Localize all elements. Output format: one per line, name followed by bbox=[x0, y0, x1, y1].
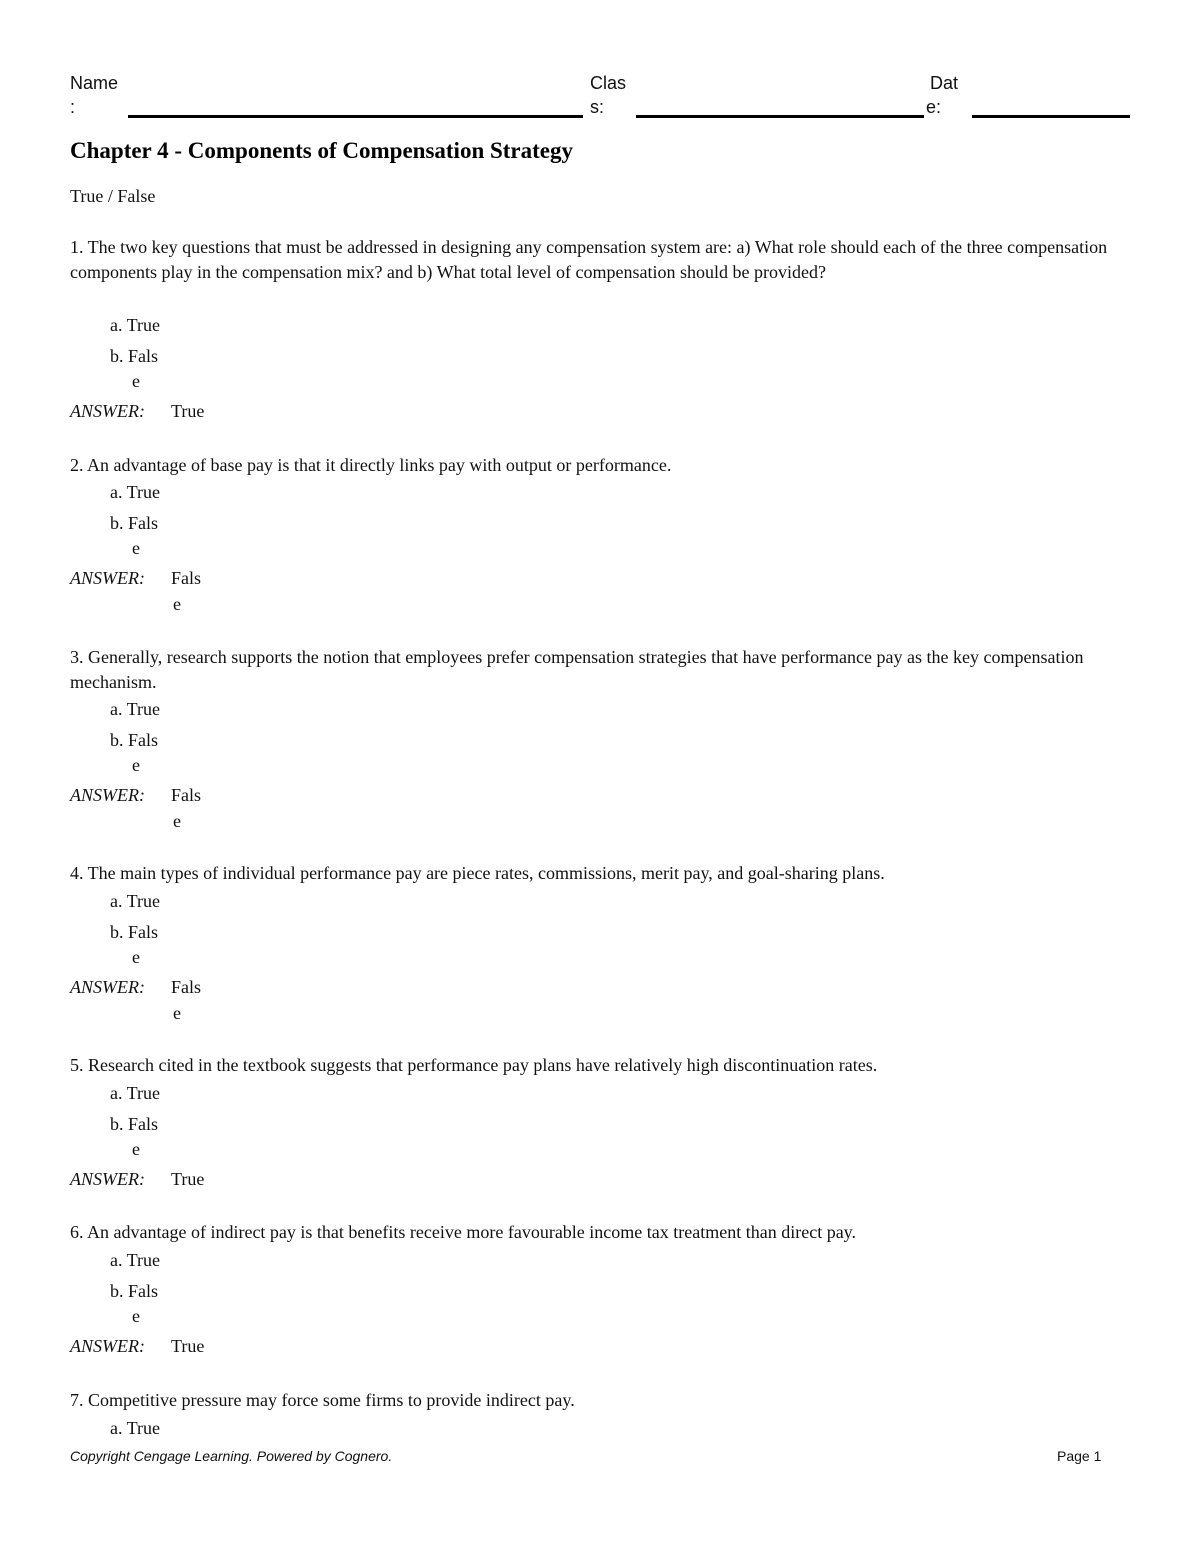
question-3-answer-label: ANSWER: bbox=[70, 785, 145, 805]
section-heading: True / False bbox=[70, 186, 156, 206]
footer-page-number: Page 1 bbox=[1057, 1448, 1102, 1464]
question-4-option-a: a. True bbox=[110, 891, 161, 911]
question-3-option-b: b. Fals bbox=[110, 730, 159, 750]
question-5-answer: True bbox=[171, 1169, 205, 1189]
question-3-option-b-wrap: e bbox=[132, 755, 140, 775]
question-6-text: 6. An advantage of indirect pay is that benefits receive more favourable income tax treatment than direct pay. bbox=[70, 1222, 857, 1242]
name-label: Name bbox=[70, 73, 119, 93]
question-3-answer: Fals bbox=[171, 785, 202, 805]
date-label: Dat bbox=[930, 73, 959, 93]
question-2-option-b-wrap: e bbox=[132, 538, 140, 558]
page-title: Chapter 4 - Components of Compensation Strategy bbox=[70, 138, 574, 163]
question-6-answer: True bbox=[171, 1336, 205, 1356]
question-1-option-a: a. True bbox=[110, 315, 161, 335]
question-2-option-a: a. True bbox=[110, 482, 161, 502]
question-5-option-b: b. Fals bbox=[110, 1114, 159, 1134]
question-6-answer-label: ANSWER: bbox=[70, 1336, 145, 1356]
question-5-option-b-wrap: e bbox=[132, 1139, 140, 1159]
question-1-option-b: b. Fals bbox=[110, 346, 159, 366]
class-field-line[interactable] bbox=[636, 115, 924, 118]
question-3-option-a: a. True bbox=[110, 699, 161, 719]
class-label-suffix: s: bbox=[590, 97, 605, 117]
question-1-answer: True bbox=[171, 401, 205, 421]
question-4-answer: Fals bbox=[171, 977, 202, 997]
question-5-option-a: a. True bbox=[110, 1083, 161, 1103]
question-2-answer: Fals bbox=[171, 568, 202, 588]
question-6-option-a: a. True bbox=[110, 1250, 161, 1270]
name-label-colon: : bbox=[70, 97, 76, 117]
question-1-answer-label: ANSWER: bbox=[70, 401, 145, 421]
question-5-text: 5. Research cited in the textbook suggests that performance pay plans have relatively high discontinuation rates. bbox=[70, 1055, 878, 1075]
question-4-answer-label: ANSWER: bbox=[70, 977, 145, 997]
question-4-text: 4. The main types of individual performance pay are piece rates, commissions, merit pay, and goal-sharing plans. bbox=[70, 863, 885, 883]
date-label-suffix: e: bbox=[926, 97, 942, 117]
question-2-option-b: b. Fals bbox=[110, 513, 159, 533]
question-4-option-b: b. Fals bbox=[110, 922, 159, 942]
question-3-text: 3. Generally, research supports the notion that employees prefer compensation strategies that have performance pay as the key compensation mechanism. bbox=[70, 647, 1084, 692]
question-1-text: 1. The two key questions that must be addressed in designing any compensation system are: a) What role should each of the three compensation components play in the compensation mix? and b) What total level of compensation should be provided? bbox=[70, 237, 1108, 282]
question-6-option-b-wrap: e bbox=[132, 1306, 140, 1326]
question-7-option-a: a. True bbox=[110, 1418, 161, 1438]
name-field-line[interactable] bbox=[128, 115, 583, 118]
class-label: Clas bbox=[590, 73, 627, 93]
question-1-option-b-wrap: e bbox=[132, 371, 140, 391]
question-6-option-b: b. Fals bbox=[110, 1281, 159, 1301]
question-7-text: 7. Competitive pressure may force some firms to provide indirect pay. bbox=[70, 1390, 575, 1410]
question-5-answer-label: ANSWER: bbox=[70, 1169, 145, 1189]
question-3-answer-wrap: e bbox=[173, 811, 181, 831]
date-field-line[interactable] bbox=[972, 115, 1130, 118]
question-4-answer-wrap: e bbox=[173, 1003, 181, 1023]
question-2-answer-wrap: e bbox=[173, 594, 181, 614]
question-2-text: 2. An advantage of base pay is that it directly links pay with output or performance. bbox=[70, 455, 672, 475]
question-4-option-b-wrap: e bbox=[132, 947, 140, 967]
footer-copyright: Copyright Cengage Learning. Powered by Cognero. bbox=[70, 1448, 393, 1464]
question-2-answer-label: ANSWER: bbox=[70, 568, 145, 588]
